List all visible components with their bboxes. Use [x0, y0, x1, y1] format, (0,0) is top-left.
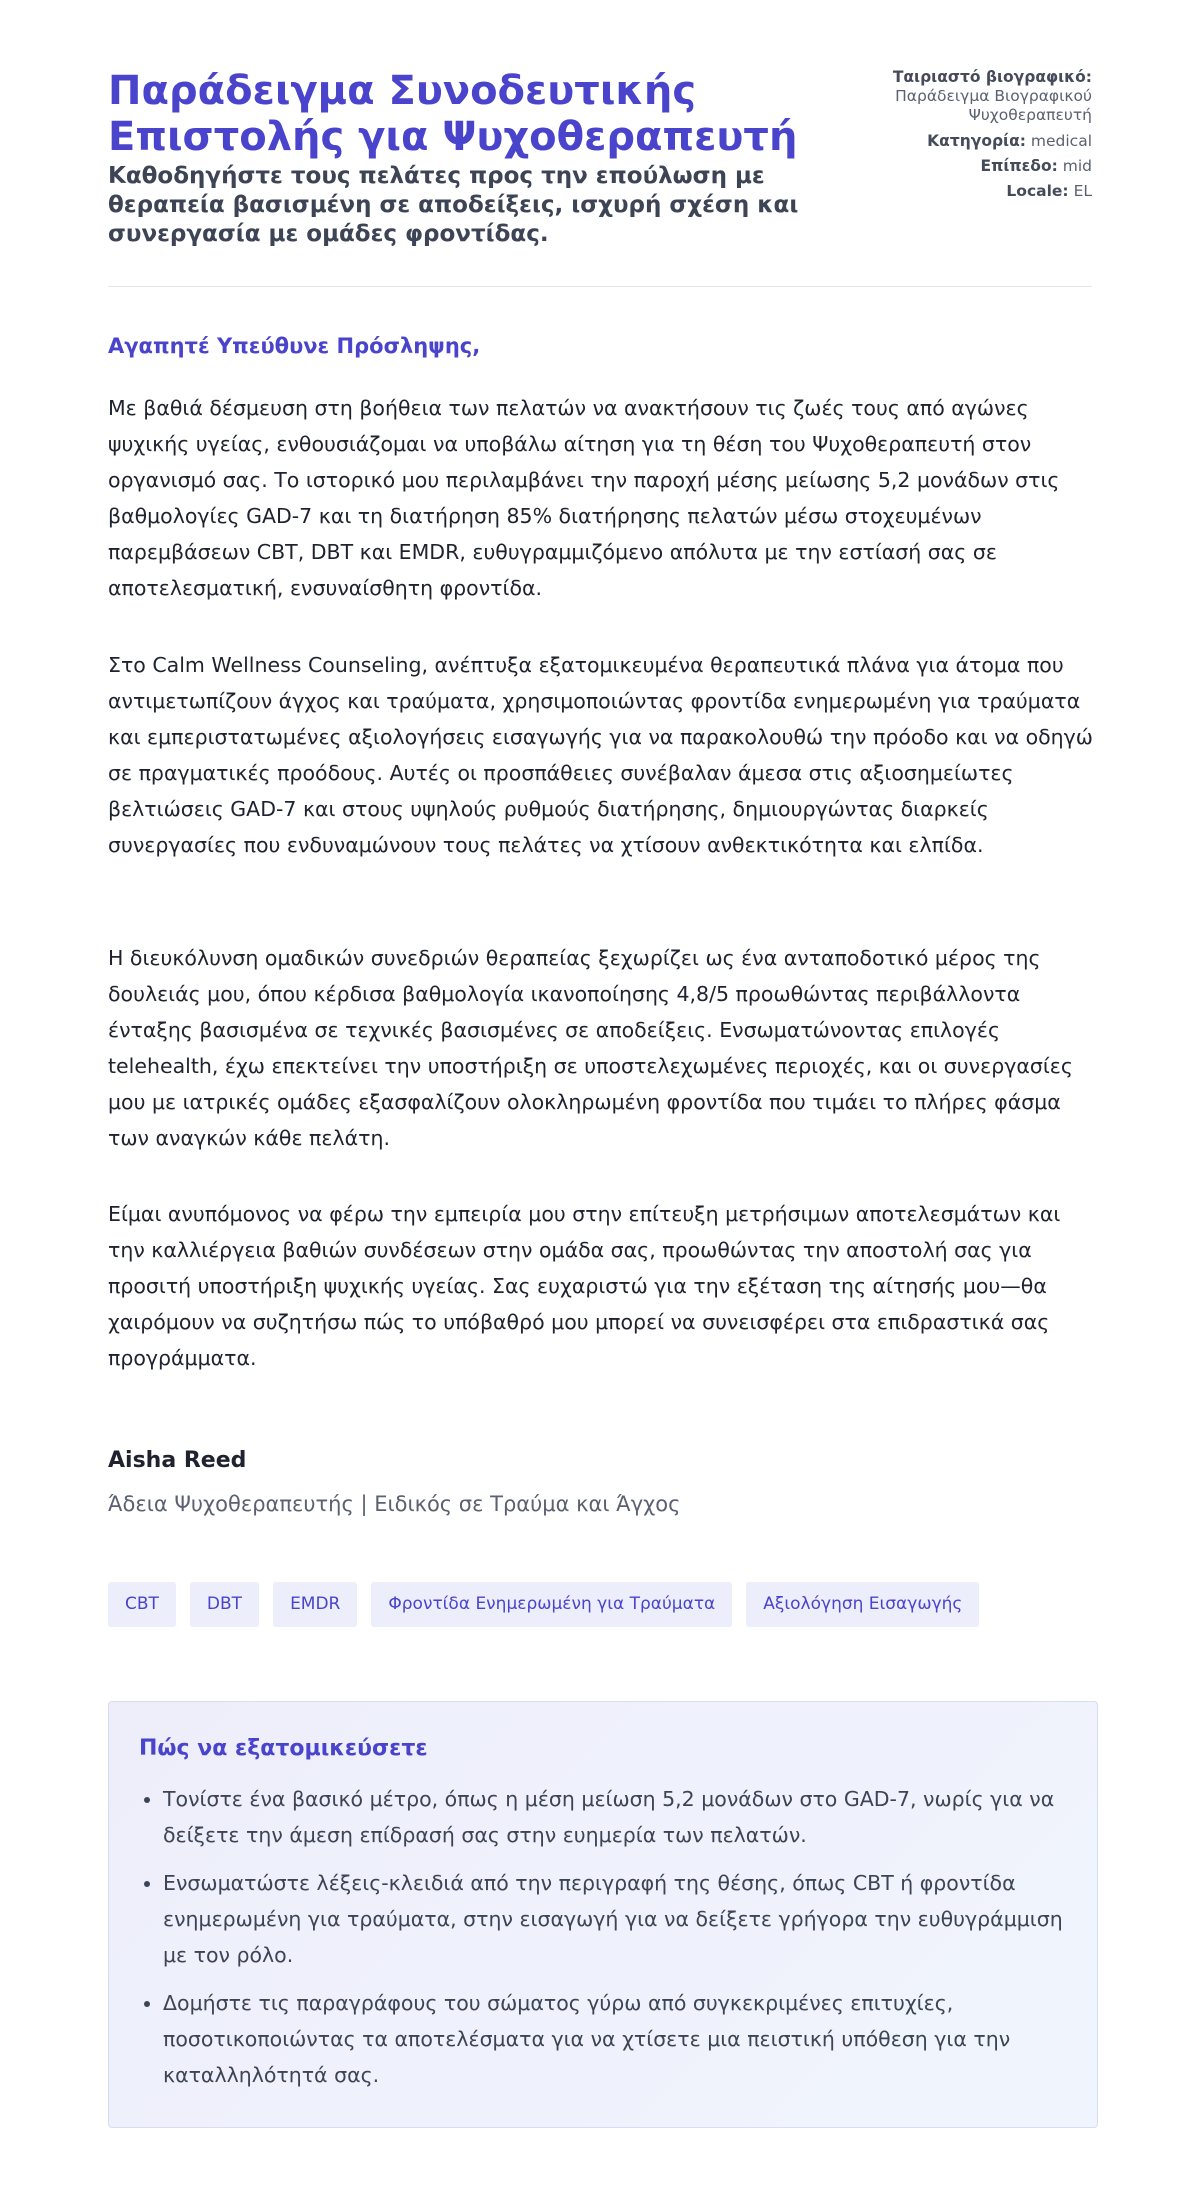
meta-locale: [862, 181, 1092, 201]
meta-resume-label: Ταιριαστό βιογραφικό:: [892, 68, 1092, 86]
customization-tips-box: [108, 1701, 1098, 2128]
meta-resume-value[interactable]: Παράδειγμα Βιογραφικού Ψυχοθεραπευτή: [895, 87, 1092, 124]
skill-tag[interactable]: CBT: [108, 1582, 176, 1627]
page-header: [108, 68, 1092, 287]
meta-resume: [862, 68, 1092, 125]
page-title: Παράδειγμα Συνοδευτικής Επιστολής για Ψυχοθεραπευτή: [108, 68, 798, 160]
tip-item: • Τονίστε ένα βασικό μέτρο, όπως η μέση μείωση 5,2 μονάδων στο GAD-7, νωρίς για να δείξετε την άμεση επίδρασή σας στην ευημερία των πελατών.: [163, 1781, 1067, 1853]
meta-level-label: Επίπεδο:: [980, 157, 1058, 175]
letter-greeting: Αγαπητέ Υπεύθυνε Πρόσληψης,: [108, 334, 481, 358]
meta-category: [862, 131, 1092, 151]
signature-title: Άδεια Ψυχοθεραπευτής | Ειδικός σε Τραύμα και Άγχος: [108, 1492, 681, 1516]
skill-tag[interactable]: EMDR: [273, 1582, 357, 1627]
letter-paragraph: Η διευκόλυνση ομαδικών συνεδριών θεραπείας ξεχωρίζει ως ένα ανταποδοτικό μέρος της δουλειάς μου, όπου κέρδισα βαθμολογία ικανοποίησης 4,8/5 προωθώντας περιβάλλοντα ένταξης βασισμένα σε τεχνικές βασισμένες σε αποδείξεις. Ενσωματώνοντας επιλογές telehealth, έχω επεκτείνει την υποστήριξη σε υποστελεχωμένες περιοχές, και οι συνεργασίες μου με ιατρικές ομάδες εξασφαλίζουν ολοκληρωμένη φροντίδα που τιμάει το πλήρες φάσμα των αναγκών κάθε πελάτη.: [108, 946, 1073, 1150]
skill-tags: [108, 1582, 979, 1627]
letter-paragraph: Είμαι ανυπόμονος να φέρω την εμπειρία μου στην επίτευξη μετρήσιμων αποτελεσμάτων και την καλλιέργεια βαθιών συνδέσεων στην ομάδα σας, προωθώντας την αποστολή σας για προσιτή υποστήριξη ψυχικής υγείας. Σας ευχαριστώ για την εξέταση της αίτησής μου—θα χαιρόμουν να συζητήσω πώς το υπόβαθρό μου μπορεί να συνεισφέρει στα επιδραστικά σας προγράμματα.: [108, 1202, 1061, 1370]
letter-paragraph: Στο Calm Wellness Counseling, ανέπτυξα εξατομικευμένα θεραπευτικά πλάνα για άτομα που αντιμετωπίζουν άγχος και τραύματα, χρησιμοποιώντας φροντίδα ενημερωμένη για τραύματα και εμπεριστατωμένες αξιολογήσεις εισαγωγής για να παρακολουθώ την πρόοδο και να οδηγώ σε πραγματικές προόδους. Αυτές οι προσπάθειες συνέβαλαν άμεσα στις αξιοσημείωτες βελτιώσεις GAD-7 και στους υψηλούς ρυθμούς διατήρησης, δημιουργώντας διαρκείς συνεργασίες που ενδυναμώνουν τους πελάτες να χτίσουν ανθεκτικότητα και ελπίδα.: [108, 653, 1093, 857]
page-subtitle: Καθοδηγήστε τους πελάτες προς την επούλωση με θεραπεία βασισμένη σε αποδείξεις, ισχυρή σχέση και συνεργασία με ομάδες φροντίδας.: [108, 163, 799, 247]
tips-title: Πώς να εξατομικεύσετε: [139, 1736, 428, 1761]
skill-tag[interactable]: DBT: [190, 1582, 259, 1627]
signature-name: Aisha Reed: [108, 1448, 247, 1473]
meta-locale-value: EL: [1073, 182, 1092, 200]
letter-paragraph: Με βαθιά δέσμευση στη βοήθεια των πελατών να ανακτήσουν τις ζωές τους από αγώνες ψυχικής υγείας, ενθουσιάζομαι να υποβάλω αίτηση για τη θέση του Ψυχοθεραπευτή στον οργανισμό σας. Το ιστορικό μου περιλαμβάνει την παροχή μέσης μείωσης 5,2 μονάδων στις βαθμολογίες GAD-7 και τη διατήρηση 85% διατήρησης πελατών μέσω στοχευμένων παρεμβάσεων CBT, DBT και EMDR, ευθυγραμμιζόμενο απόλυτα με την εστίασή σας σε αποτελεσματική, ενσυναίσθητη φροντίδα.: [108, 396, 1060, 600]
meta-category-value: medical: [1030, 132, 1092, 150]
meta-panel: [862, 68, 1092, 206]
skill-tag[interactable]: Φροντίδα Ενημερωμένη για Τραύματα: [371, 1582, 732, 1627]
meta-category-label: Κατηγορία:: [927, 132, 1026, 150]
tip-item: • Ενσωματώστε λέξεις-κλειδιά από την περιγραφή της θέσης, όπως CBT ή φροντίδα ενημερωμένη για τραύματα, στην εισαγωγή για να δείξετε γρήγορα την ευθυγράμμιση με τον ρόλο.: [163, 1865, 1067, 1973]
meta-level-value: mid: [1062, 157, 1092, 175]
tip-item: • Δομήστε τις παραγράφους του σώματος γύρω από συγκεκριμένες επιτυχίες, ποσοτικοποιώντας τα αποτελέσματα για να χτίσετε μια πειστική υπόθεση για την καταλληλότητά σας.: [163, 1985, 1067, 2093]
skill-tag[interactable]: Αξιολόγηση Εισαγωγής: [746, 1582, 979, 1627]
meta-level: [862, 156, 1092, 176]
tips-list: [139, 1781, 1067, 2093]
meta-locale-label: Locale:: [1006, 182, 1069, 200]
